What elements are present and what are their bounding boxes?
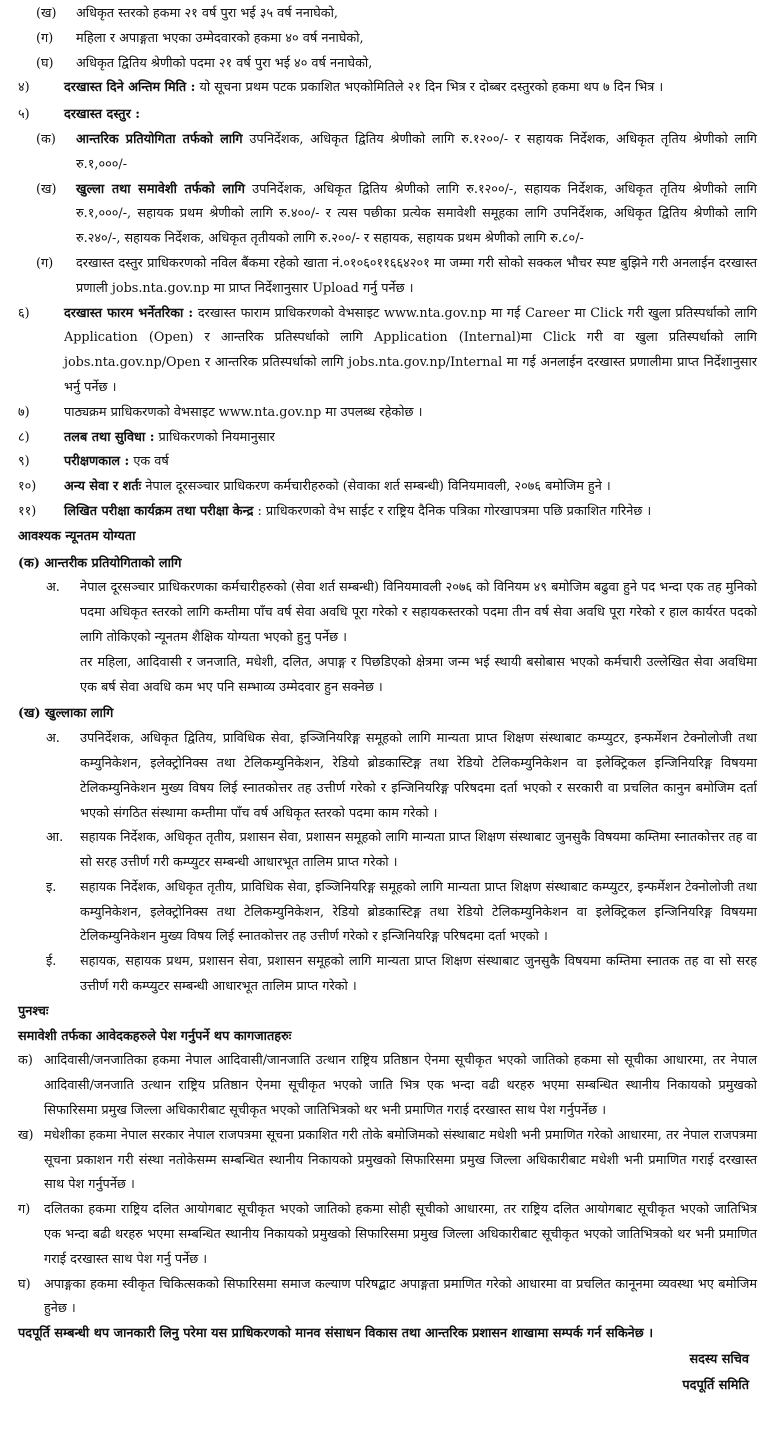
item-number: (ख)	[36, 6, 57, 21]
section-number: ५)	[18, 107, 30, 123]
item-number: आ.	[46, 830, 64, 846]
item-text: अधिकृत द्वितिय श्रेणीको पदमा २१ वर्ष पुरा भई ४० वर्ष ननाघेको,	[76, 55, 373, 71]
item-number: (ग)	[36, 30, 54, 46]
section-text: पाठ्यक्रम प्राधिकरणको वेभसाइट www.nta.gov.np मा उपलब्ध रहेकोछ ।	[64, 404, 423, 420]
section-text: : प्राधिकरणको वेभ साईट र राष्ट्रिय दैनिक पत्रिका गोरखापत्रमा पछि प्रकाशित गरिनेछ ।	[253, 503, 652, 519]
section-5-fee	[18, 103, 757, 128]
open-item-ii	[18, 950, 757, 1000]
internal-heading: (क) आन्तरीक प्रतियोगिताको लागि	[18, 555, 182, 571]
item-text: उपनिर्देशक, अधिकृत द्वितिय श्रेणीको लागि रु.१२००/-, सहायक निर्देशक, अधिकृत तृतिय श्रेणीको लागि रु.१,०००/-, सहायक प्रथम श्रेणीको लागि रु.४००/- र त्यस पछीका प्रत्येक समावेशी समूहका लागि उपनिर्देशक, अधिकृत द्वितिय श्रेणीको लागि रु.२४०/-, सहायक निर्देशक, अधिकृत तृतीयको लागि रु.२००/- र सहायक, सहायक प्रथम श्रेणीको लागि रु.८०/-	[76, 181, 757, 247]
section-label: दरखास्त दिने अन्तिम मिति :	[64, 80, 196, 96]
item-text: सहायक, सहायक प्रथम, प्रशासन सेवा, प्रशासन समूहको लागि मान्यता प्राप्त शिक्षण संस्थाबाट जुनसुकै विषयमा कम्तिमा स्नातक तह वा सो सरह उत्तीर्ण गरी कम्प्युटर सम्बन्धी आधारभूत तालिम प्राप्त गरेको ।	[80, 954, 757, 995]
section-label: परीक्षणकाल :	[64, 454, 130, 470]
item-text: दलितका हकमा राष्ट्रिय दलित आयोगबाट सूचीकृत भएको जातिको हकमा सोही सूचीको आधारमा, तर राष्ट्रिय दलित आयोगबाट सूचीकृत भएको जातिभित्र एक भन्दा बढी थरहरु भएमा सम्बन्धित स्थानीय निकायको प्रमुखको सिफारिसमा प्रमुख जिल्ला अधिकारीबाट सूचीकृत भएको जातिभित्रको थर भनी प्रमाणित गराई दरखास्त साथ पेश गर्नु पर्नेछ ।	[44, 1202, 757, 1267]
section-text: एक वर्ष	[129, 454, 169, 470]
postscript-heading: समावेशी तर्फका आवेदकहरुले पेश गर्नुपर्ने थप कागजातहरुः	[18, 1028, 292, 1044]
section-number: ११)	[18, 503, 37, 519]
section-8-salary	[18, 426, 757, 451]
item-number: (ग)	[36, 255, 54, 271]
section-text: प्राधिकरणको नियमानुसार	[154, 429, 275, 445]
signatory-title: सदस्य सचिव	[689, 1352, 749, 1368]
age-item-kha	[18, 2, 757, 27]
section-label: लिखित परीक्षा कार्यक्रम तथा परीक्षा केन्द्र	[64, 503, 254, 519]
item-number: (घ)	[36, 55, 54, 71]
postscript-item-ka	[18, 1049, 757, 1123]
fee-item-kha	[18, 178, 757, 252]
item-text: दरखास्त दस्तुर प्राधिकरणको नविल बैंकमा रहेको खाता नं.०१०६०११६६४२०१ मा जम्मा गरी सोको सक्कल भौचर स्पष्ट बुझिने गरी अनलाईन दरखास्त प्रणाली jobs.nta.gov.np मा प्राप्त निर्देशानुसार Upload गर्नु पर्नेछ ।	[76, 255, 757, 296]
item-label: खुल्ला तथा समावेशी तर्फको लागि	[76, 181, 245, 197]
item-number: क)	[18, 1053, 33, 1069]
section-number: ८)	[18, 429, 30, 445]
fee-item-ga	[18, 252, 757, 302]
item-text: सहायक निर्देशक, अधिकृत तृतीय, प्रशासन सेवा, प्रशासन समूहको लागि मान्यता प्राप्त शिक्षण संस्थाबाट जुनसुकै विषयमा कम्तिमा स्नातकोत्तर तह वा सो सरह उत्तीर्ण गरी कम्प्युटर सम्बन्धी आधारभूत तालिम प्राप्त गरेको ।	[80, 830, 757, 871]
postscript-label: पुनश्चः	[18, 1003, 49, 1019]
open-item-a	[18, 727, 757, 826]
postscript-item-kha	[18, 1124, 757, 1198]
section-number: ६)	[18, 305, 30, 321]
section-number: ९)	[18, 454, 30, 470]
committee-name: पदपूर्ति समिति	[682, 1378, 749, 1394]
fee-item-ka	[18, 128, 757, 178]
item-number: अ.	[46, 580, 60, 596]
open-item-aa	[18, 826, 757, 876]
item-number: ग)	[18, 1202, 31, 1218]
item-text: अपाङ्गका हकमा स्वीकृत चिकित्सकको सिफारिसमा समाज कल्याण परिषद्बाट अपाङ्गता प्रमाणित गरेको आधारमा वा प्रचलित कानूनमा व्यवस्था भए बमोजिम हुनेछ ।	[44, 1276, 757, 1317]
section-number: १०)	[18, 479, 37, 495]
item-number: ई.	[46, 954, 57, 970]
contact-note: पदपूर्ति सम्बन्धी थप जानकारी लिनु परेमा यस प्राधिकरणको मानव संसाधन विकास तथा आन्तरिक प्रशासन शाखामा सम्पर्क गर्न सकिनेछ ।	[18, 1326, 654, 1342]
section-4-deadline	[18, 76, 757, 101]
section-10-terms	[18, 475, 757, 500]
section-label: दरखास्त दस्तुर :	[64, 107, 141, 123]
section-7-syllabus	[18, 401, 757, 426]
item-label: आन्तरिक प्रतियोगिता तर्फको लागि	[76, 131, 243, 147]
item-number: घ)	[18, 1276, 31, 1292]
internal-item-a	[18, 576, 757, 650]
open-item-i	[18, 876, 757, 950]
section-label: दरखास्त फारम भर्नेतरिका :	[64, 305, 194, 321]
age-item-gha	[18, 52, 757, 77]
item-number: (ख)	[36, 181, 57, 197]
item-number: ख)	[18, 1127, 34, 1143]
item-number: (क)	[36, 131, 56, 147]
postscript-item-ga	[18, 1198, 757, 1272]
age-item-ga	[18, 27, 757, 52]
internal-item-a-proviso	[18, 651, 757, 701]
item-text: अधिकृत स्तरको हकमा २१ वर्ष पुरा भई ३५ वर्ष ननाघेको,	[76, 6, 338, 21]
open-heading: (ख) खुल्लाका लागि	[18, 706, 114, 722]
section-text: दरखास्त फाराम प्राधिकरणको वेभसाइट www.nta.gov.np मा गई Career मा Click गरी खुला प्रतिस्पर्धाको लागि Application (Open) र आन्तरिक प्रतिस्पर्धाको लागि Application (Internal)मा Click गरी वा खुला प्रतिस्पर्धाको लागि jobs.nta.gov.np/Open र आन्तरिक प्रतिस्पर्धाको लागि jobs.nta.gov.np/Internal मा गई अनलाईन दरखास्त प्रणालीमा प्राप्त निर्देशानुसार भर्नु पर्नेछ ।	[64, 305, 757, 395]
item-text: मधेशीका हकमा नेपाल सरकार नेपाल राजपत्रमा सूचना प्रकाशित गरी तोके बमोजिमको संस्थाबाट मधेशी भनी प्रमाणित गरेको आधारमा, तर नेपाल राजपत्रमा सूचना प्रकाशन गरी संस्था नतोकेसम्म सम्बन्धित स्थानीय निकायको प्रमुखको सिफारिसमा प्रमुख जिल्ला अधिकारीबाट मधेशी भनी प्रमाणित गराई दरखास्त साथ पेश गर्नुपर्नेछ ।	[44, 1127, 757, 1193]
section-9-probation	[18, 450, 757, 475]
item-number: इ.	[46, 879, 57, 895]
section-11-exam	[18, 500, 757, 525]
section-label: अन्य सेवा र शर्तः	[64, 479, 142, 495]
section-number: ४)	[18, 80, 30, 96]
section-text: यो सूचना प्रथम पटक प्रकाशित भएकोमितिले २१ दिन भित्र र दोब्बर दस्तुरको हकमा थप ७ दिन भित्र ।	[195, 80, 664, 96]
qualification-heading: आवश्यक न्यूनतम योग्यता	[18, 528, 136, 544]
item-number: अ.	[46, 731, 60, 747]
item-text: उपनिर्देशक, अधिकृत द्वितिय श्रेणीको लागि रु.१२००/- र सहायक निर्देशक, अधिकृत तृतिय श्रेणीको लागि रु.१,०००/-	[76, 131, 757, 172]
item-text: सहायक निर्देशक, अधिकृत तृतीय, प्राविधिक सेवा, इञ्जिनियरिङ्ग समूहको लागि मान्यता प्राप्त शिक्षण संस्थाबाट कम्प्युटर, इन्फर्मेशन टेक्नोलोजी तथा कम्युनिकेशन, इलेक्ट्रोनिक्स तथा टेलिकम्युनिकेशन, रेडियो ब्रोडकास्टिङ्ग तथा रेडियो टेलिकम्युनिकेशन वा इलेक्ट्रिकल इन्जिनियरिङ्ग विषयमा टेलिकम्युनिकेशन मुख्य विषय लिई स्नातकोत्तर तह उत्तीर्ण गरेको र इन्जिनियरिङ्ग परिषदमा दर्ता भएको ।	[80, 879, 757, 945]
item-text: आदिवासी/जनजातिका हकमा नेपाल आदिवासी/जानजाति उत्थान राष्ट्रिय प्रतिष्ठान ऐनमा सूचीकृत भएको जातिको हकमा सो सूचीका आधारमा, तर नेपाल आदिवासी/जनजाति उत्थान राष्ट्रिय प्रतिष्ठान ऐनमा सूचीकृत भएको जाति भित्र एक भन्दा वढी थरहरु भएमा सम्बन्धित स्थानीय निकायको प्रमुखको सिफारिसमा प्रमुख जिल्ला अधिकारीबाट सूचीकृत भएको जातिभित्रको थर भनी प्रमाणित गराई दरखास्त साथ पेश गर्नुपर्नेछ ।	[44, 1053, 757, 1119]
section-label: तलब तथा सुविधा :	[64, 429, 155, 445]
item-text: महिला र अपाङ्गता भएका उम्मेदवारको हकमा ४० वर्ष ननाघेको,	[76, 30, 364, 46]
postscript-item-gha	[18, 1273, 757, 1323]
item-text: नेपाल दूरसञ्चार प्राधिकरणका कर्मचारीहरुको (सेवा शर्त सम्बन्धी) विनियमावली २०७६ को विनियम ४९ बमोजिम बढुवा हुने पद भन्दा एक तह मुनिको पदमा अधिकृत स्तरको लागि कम्तीमा पाँच वर्ष सेवा अवधि पूरा गरेको र सहायकस्तरको पदमा तीन वर्ष सेवा अवधि पूरा गरेको र हाल कार्यरत पदको लागि तोकिएको न्यूनतम शैक्षिक योग्यता भएको हुनु पर्नेछ ।	[80, 580, 757, 645]
section-6-form	[18, 302, 757, 401]
item-text: उपनिर्देशक, अधिकृत द्वितिय, प्राविधिक सेवा, इञ्जिनियरिङ्ग समूहको लागि मान्यता प्राप्त शिक्षण संस्थाबाट कम्प्युटर, इन्फर्मेशन टेक्नोलोजी तथा कम्युनिकेशन, इलेक्ट्रोनिक्स तथा टेलिकम्युनिकेशन, रेडियो ब्रोडकास्टिङ्ग तथा रेडियो टेलिकम्युनिकेशन वा इलेक्ट्रिकल इन्जिनियरिङ्ग विषयमा टेलिकम्युनिकेशन मुख्य विषय लिई स्नातकोत्तर तह उत्तीर्ण गरेको र इन्जिनियरिङ्ग परिषदमा दर्ता भएको र सरकारी वा प्रचलित कानुन बमोजिम दर्ता भएको संगठित संस्थामा कम्तीमा पाँच वर्ष अधिकृत स्तरको पदमा काम गरेको ।	[80, 731, 757, 821]
section-text: नेपाल दूरसञ्चार प्राधिकरण कर्मचारीहरुको (सेवाका शर्त सम्बन्धी) विनियमावली, २०७६ बमोजिम हुने ।	[141, 479, 611, 495]
section-number: ७)	[18, 404, 30, 420]
item-text: तर महिला, आदिवासी र जनजाति, मधेशी, दलित, अपाङ्ग र पिछडिएको क्षेत्रमा जन्म भई स्थायी बसोबास भएको कर्मचारी उल्लेखित सेवा अवधिमा एक बर्ष सेवा अवधि कम भए पनि सम्भाव्य उम्मेदवार हुन सक्नेछ ।	[80, 654, 757, 695]
